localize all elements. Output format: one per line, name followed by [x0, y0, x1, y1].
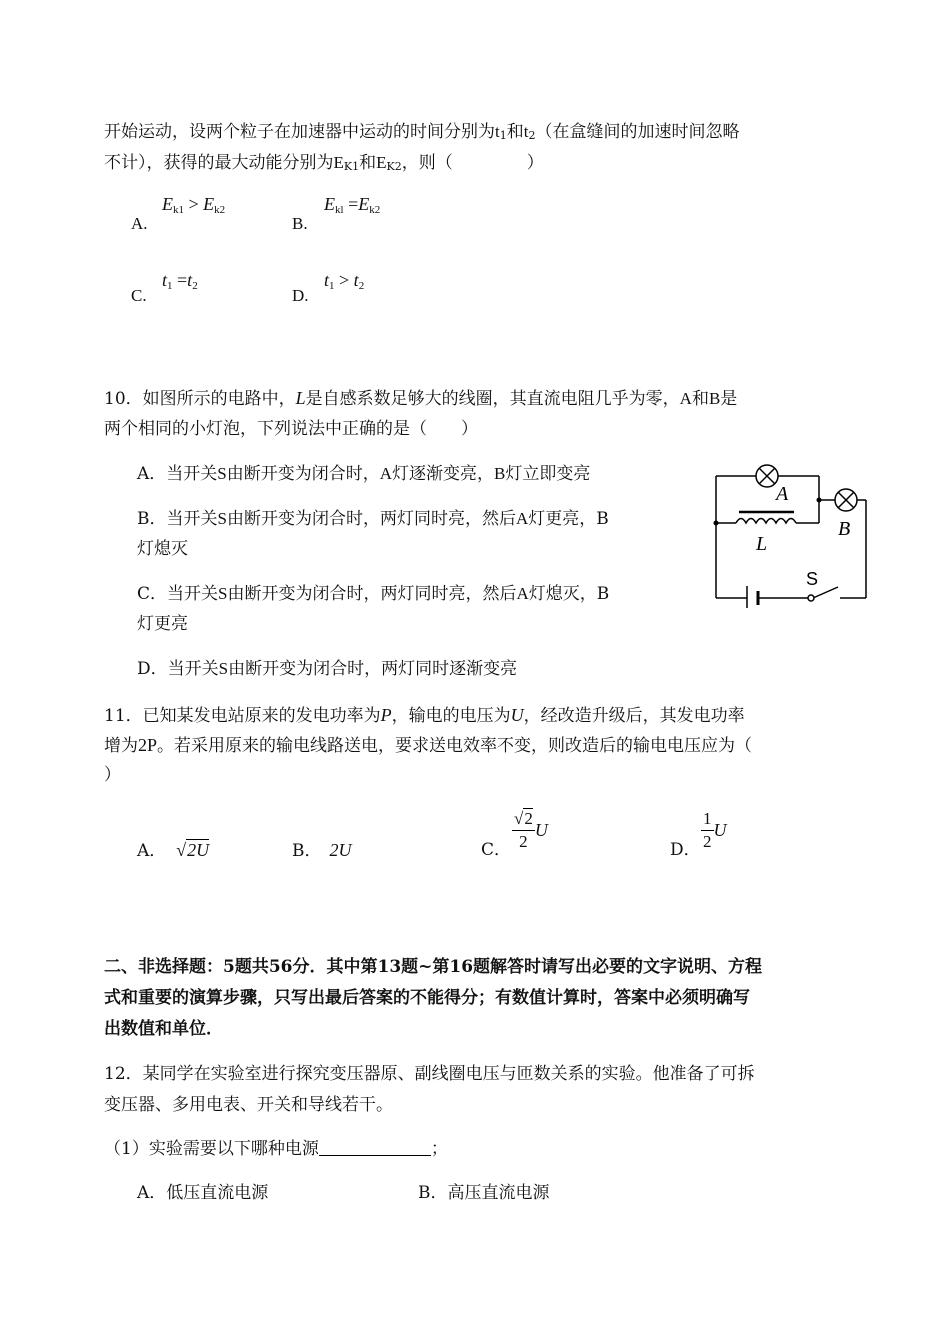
q12-option-a[interactable]: A．低压直流电源: [137, 1183, 269, 1203]
q10-line2: 两个相同的小灯泡，下列说法中正确的是（ ）: [104, 419, 478, 439]
answer-blank[interactable]: [319, 1137, 431, 1156]
q11-line3: ）: [104, 765, 121, 785]
switch-contact-left: [808, 595, 814, 601]
q9-option-d-formula: $t_1 > t_2$: [324, 270, 365, 292]
q11-option-c-label[interactable]: C．: [481, 840, 512, 860]
q9-option-a-formula: $E_{k1} > E_{k2}$: [162, 194, 226, 216]
q10-line1: 10．如图所示的电路中，L是自感系数足够大的线圈，其直流电阻几乎为零，A和B是: [104, 388, 738, 409]
q12-option-b[interactable]: B．高压直流电源: [418, 1183, 550, 1203]
lamp-b-icon: [835, 489, 857, 511]
circuit-label-a: A: [776, 483, 789, 505]
junction-dot: [714, 521, 719, 526]
q10-option-a[interactable]: A．当开关S由断开变为闭合时，A灯逐渐变亮，B灯立即变亮: [137, 464, 591, 484]
circuit-label-b: B: [838, 518, 851, 540]
q9-option-d-label[interactable]: D.: [292, 286, 309, 305]
junction-dot: [817, 498, 822, 503]
q11-option-c-formula: $\frac{√2}{2}$ U: [514, 809, 548, 851]
q10-option-d[interactable]: D．当开关S由断开变为闭合时，两灯同时逐渐变亮: [137, 659, 518, 679]
q9-line2: 不计），获得的最大动能分别为EK1和EK2，则（ ）: [104, 153, 544, 173]
q9-option-b-label[interactable]: B.: [292, 214, 308, 233]
q9-option-c-formula: $t_1 =t_2$: [162, 270, 198, 292]
section2-heading-line2: 式和重要的演算步骤，只写出最后答案的不能得分；有数值计算时，答案中必须明确写: [104, 988, 750, 1008]
q10-option-b-cont: 灯熄灭: [137, 539, 188, 559]
q12-line2: 变压器、多用电表、开关和导线若干。: [104, 1095, 393, 1115]
circuit-diagram: [706, 458, 874, 608]
section2-heading-line1: 二、非选择题：5题共56分．其中第13题~第16题解答时请写出必要的文字说明、方程: [104, 957, 763, 977]
q12-line1: 12．某同学在实验室进行探究变压器原、副线圈电压与匝数关系的实验。他准备了可拆: [104, 1064, 755, 1084]
q9-line1: 开始运动，设两个粒子在加速器中运动的时间分别为t1和t2（在盒缝间的加速时间忽略: [104, 122, 740, 142]
q10-option-c-cont: 灯更亮: [137, 614, 188, 634]
q12-sub1: （1）实验需要以下哪种电源 ；: [104, 1139, 448, 1159]
q9-option-c-label[interactable]: C.: [131, 286, 147, 305]
q10-option-c[interactable]: C．当开关S由断开变为闭合时，两灯同时亮，然后A灯熄灭，B: [137, 584, 610, 604]
lamp-a-icon: [756, 465, 778, 487]
q11-option-b[interactable]: B． 2U: [292, 840, 352, 861]
q11-option-d-formula: $\frac{1}{2}$ U: [703, 809, 727, 851]
q9-option-a-label[interactable]: A.: [131, 214, 148, 233]
section2-heading-line3: 出数值和单位．: [104, 1019, 223, 1039]
q9-option-b-formula: $E_{kl} =E_{k2}$: [324, 194, 381, 216]
q11-option-a[interactable]: A． √2U: [137, 840, 210, 861]
q11-option-d-label[interactable]: D．: [670, 840, 701, 860]
circuit-label-s: S: [806, 569, 819, 589]
q11-line1: 11．已知某发电站原来的发电功率为P，输电的电压为U，经改造升级后，其发电功率: [104, 705, 745, 726]
q11-line2: 增为2P。若采用原来的输电线路送电，要求送电效率不变，则改造后的输电电压应为（: [104, 735, 753, 756]
q10-option-b[interactable]: B．当开关S由断开变为闭合时，两灯同时亮，然后A灯更亮，B: [137, 509, 609, 529]
circuit-label-l: L: [756, 533, 768, 555]
